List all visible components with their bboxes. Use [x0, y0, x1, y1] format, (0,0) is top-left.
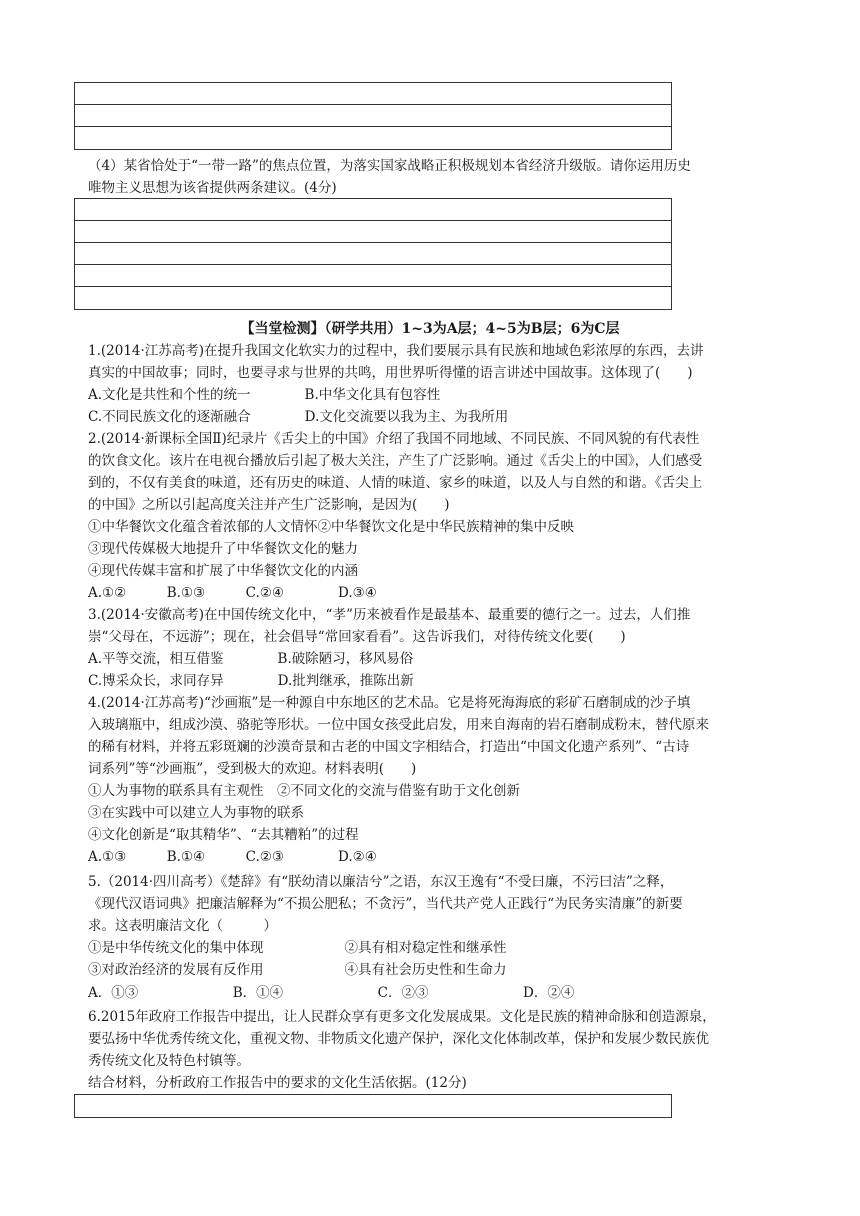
- statement-line: ③在实践中可以建立人为事物的联系: [88, 805, 304, 821]
- question-line: 5.（2014·四川高考）《楚辞》有“朕幼清以廉洁兮”之语，东汉王逸有“不受曰廉，不污曰洁”之释，: [88, 874, 674, 890]
- question-line: 结合材料，分析政府工作报告中的要求的文化生活依据。(12分): [88, 1075, 467, 1091]
- answer-row[interactable]: [75, 287, 671, 309]
- option-line: C.博采众长，求同存异 D.批判继承，推陈出新: [88, 673, 414, 689]
- question-line: 词系列”等“沙画瓶”，受到极大的欢迎。材料表明( ): [88, 761, 417, 777]
- question-line: 真实的中国故事；同时，也要寻求与世界的共鸣，用世界听得懂的语言讲述中国故事。这体现了( ): [88, 365, 693, 381]
- question-line: 入玻璃瓶中，组成沙漠、骆驼等形状。一位中国女孩受此启发，用来自海南的岩石磨制成粉末，替代原来: [88, 717, 709, 733]
- question-line: 秀传统文化及特色村镇等。: [88, 1053, 250, 1069]
- answer-row[interactable]: [75, 127, 671, 149]
- option-line: A.文化是共性和个性的统一 B.中华文化具有包容性: [88, 387, 441, 403]
- question-line: 2.(2014·新课标全国Ⅱ)纪录片《舌尖上的中国》介绍了我国不同地域、不同民族、不同风貌的有代表性: [88, 431, 700, 447]
- statement-line: ①人为事物的联系具有主观性 ②不同文化的交流与借鉴有助于文化创新: [88, 783, 520, 799]
- question-line: 崇“父母在，不远游”；现在，社会倡导“常回家看看”。这告诉我们，对待传统文化要( ): [88, 629, 626, 645]
- question-4-line-2: 唯物主义思想为该省提供两条建议。(4分): [88, 180, 337, 196]
- question-line: 6.2015年政府工作报告中提出，让人民群众享有更多文化发展成果。文化是民族的精神命脉和创造源泉，: [88, 1009, 716, 1025]
- question-line: 的稀有材料，并将五彩斑斓的沙漠奇景和古老的中国文字相结合，打造出“中国文化遗产系列”、“古诗: [88, 739, 690, 755]
- statement-line: ①中华餐饮文化蕴含着浓郁的人文情怀②中华餐饮文化是中华民族精神的集中反映: [88, 519, 574, 535]
- answer-row[interactable]: [75, 243, 671, 265]
- answer-row[interactable]: [75, 1095, 671, 1117]
- option-line: A．①③ B．①④ C．②③ D．②④: [88, 985, 575, 1001]
- question-line: 1.(2014·江苏高考)在提升我国文化软实力的过程中，我们要展示具有民族和地域色彩浓厚的东西，去讲: [88, 343, 704, 359]
- option-line: A.平等交流，相互借鉴 B.破除陋习，移风易俗: [88, 651, 414, 667]
- question-line: 4.(2014·江苏高考)“沙画瓶”是一种源自中东地区的艺术品。它是将死海海底的彩矿石磨制成的沙子填: [88, 695, 691, 711]
- option-line: A.①③ B.①④ C.②③ D.②④: [88, 849, 377, 865]
- question-line: 求。这表明廉洁文化（ ）: [88, 918, 277, 934]
- answer-row[interactable]: [75, 105, 671, 127]
- question-line: 3.(2014·安徽高考)在中国传统文化中，“孝”历来被看作是最基本、最重要的德行之一。过去，人们推: [88, 607, 691, 623]
- answer-row[interactable]: [75, 265, 671, 287]
- statement-line: ④文化创新是“取其精华”、“去其糟粕”的过程: [88, 827, 359, 843]
- question-line: 到的，不仅有美食的味道，还有历史的味道、人情的味道、家乡的味道，以及人与自然的和谐。《舌尖上: [88, 475, 703, 491]
- question-4-line-1: （4）某省恰处于“一带一路”的焦点位置，为落实国家战略正积极规划本省经济升级版。请你运用历史: [88, 158, 691, 174]
- answer-row[interactable]: [75, 221, 671, 243]
- answer-box-q4[interactable]: [74, 198, 672, 310]
- answer-row[interactable]: [75, 199, 671, 221]
- statement-line: ①是中华传统文化的集中体现 ②具有相对稳定性和继承性: [88, 940, 507, 956]
- question-line: 要弘扬中华优秀传统文化，重视文物、非物质文化遗产保护，深化文化体制改革，保护和发展少数民族优: [88, 1031, 709, 1047]
- question-line: 的中国》之所以引起高度关注并产生广泛影响，是因为( ): [88, 497, 450, 513]
- answer-box-q6[interactable]: [74, 1094, 672, 1118]
- answer-box-q3[interactable]: [74, 82, 672, 150]
- option-line: A.①② B.①③ C.②④ D.③④: [88, 585, 377, 601]
- option-line: C.不同民族文化的逐渐融合 D.文化交流要以我为主、为我所用: [88, 409, 509, 425]
- statement-line: ④现代传媒丰富和扩展了中华餐饮文化的内涵: [88, 563, 358, 579]
- section-title: 【当堂检测】（研学共用）1~3为A层；4~5为B层；6为C层: [240, 321, 620, 337]
- statement-line: ③现代传媒极大地提升了中华餐饮文化的魅力: [88, 541, 358, 557]
- statement-line: ③对政治经济的发展有反作用 ④具有社会历史性和生命力: [88, 962, 507, 978]
- question-line: 的饮食文化。该片在电视台播放后引起了极大关注，产生了广泛影响。通过《舌尖上的中国》，人们感受: [88, 453, 703, 469]
- answer-row[interactable]: [75, 83, 671, 105]
- question-line: 《现代汉语词典》把廉洁解释为“不损公肥私；不贪污”，当代共产党人正践行“为民务实清廉”的新要: [88, 896, 683, 912]
